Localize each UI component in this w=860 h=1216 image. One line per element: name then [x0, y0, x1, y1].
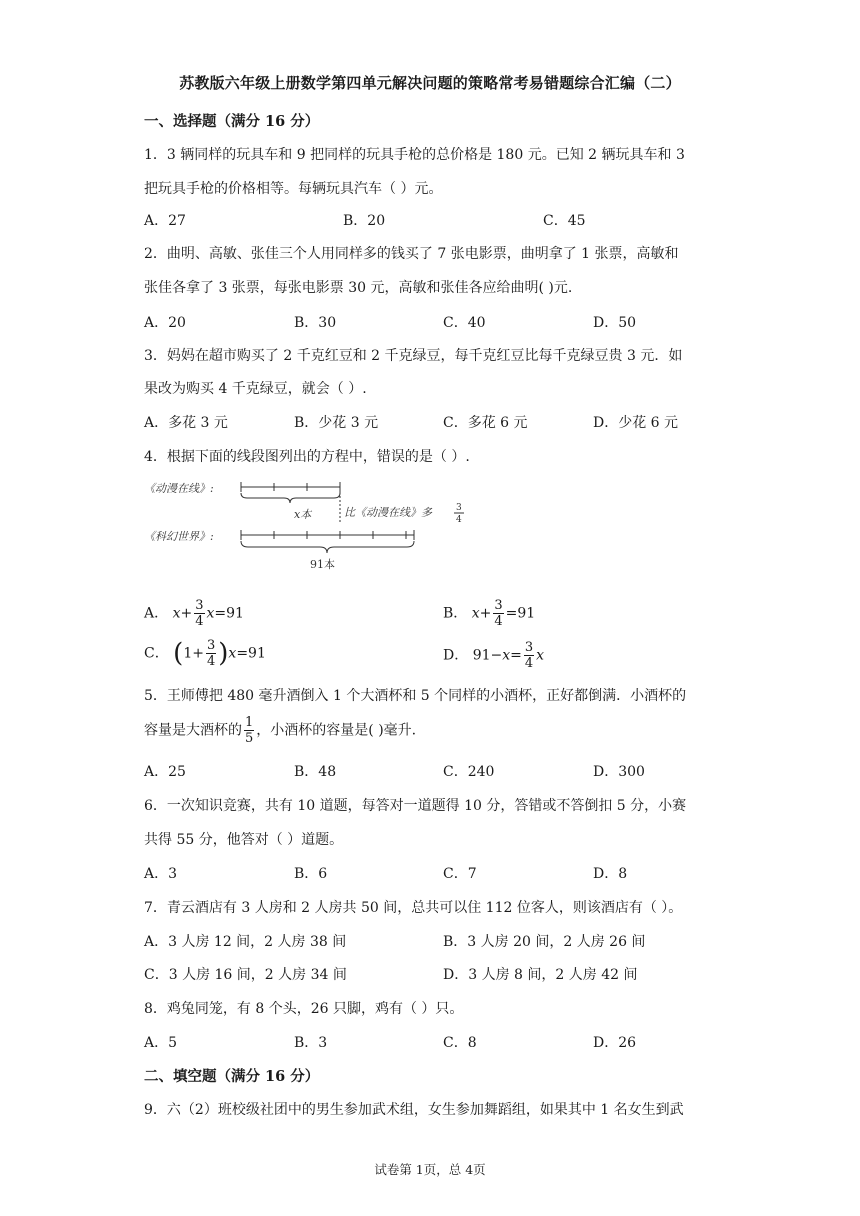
q3-option-d[interactable]: D．少花 6 元 [593, 415, 679, 431]
compare-frac-den: 4 [456, 515, 462, 525]
question-9-line-1: 9．六（2）班校级社团中的男生参加武术组，女生参加舞蹈组，如果其中 1 名女生到武 [144, 1102, 684, 1118]
x-label: x本 [294, 508, 312, 521]
question-6-line-1: 6．一次知识竞赛，共有 10 道题，每答对一道题得 10 分，答错或不答倒扣 5 分，小赛 [144, 798, 687, 814]
fraction: $\frac{3}{4}$ [494, 598, 503, 629]
fraction: $\frac{3}{4}$ [206, 638, 216, 669]
segment-diagram-svg [144, 474, 474, 574]
q2-option-c[interactable]: C．40 [443, 315, 486, 331]
q8-option-d[interactable]: D．26 [593, 1035, 637, 1051]
fraction: $\frac{3}{4}$ [524, 640, 534, 671]
question-2-line-1: 2．曲明、高敏、张佳三个人用同样多的钱买了 7 张电影票，曲明拿了 1 张票，高敏和 [144, 246, 679, 262]
line-segment-diagram [144, 474, 474, 574]
question-6-line-2: 共得 55 分，他答对（ ）道题。 [144, 832, 344, 848]
q8-option-b[interactable]: B．3 [294, 1035, 328, 1051]
question-3-line-1: 3．妈妈在超市购买了 2 千克红豆和 2 千克绿豆，每千克红豆比每千克绿豆贵 3 元．如 [144, 348, 683, 364]
compare-frac-num: 3 [456, 503, 462, 513]
q5-option-b[interactable]: B．48 [294, 764, 337, 780]
diagram-label-top: 《动漫在线》: [144, 482, 214, 495]
total-label: 91本 [310, 558, 335, 571]
fraction: $\frac{1}{5}$ [245, 715, 254, 746]
question-5-line-2: 容量是大酒杯的 $\frac{1}{5}$ ，小酒杯的容量是( )毫升. [144, 715, 417, 746]
fraction: $\frac{3}{4}$ [195, 598, 204, 629]
question-7-line-1: 7．青云酒店有 3 人房和 2 人房共 50 间，总共可以住 112 位客人，则该酒店有（ ）。 [144, 900, 683, 916]
q1-option-b[interactable]: B．20 [343, 213, 386, 229]
diagram-label-bottom: 《科幻世界》: [144, 530, 214, 543]
q2-option-a[interactable]: A．20 [144, 315, 186, 331]
q3-option-b[interactable]: B．少花 3 元 [294, 415, 379, 431]
q6-option-d[interactable]: D．8 [593, 866, 628, 882]
question-8-line-1: 8．鸡兔同笼，有 8 个头，26 只脚，鸡有（ ）只。 [144, 1001, 464, 1017]
q4-option-d[interactable]: D． 91−x= $\frac{3}{4}$ x [443, 640, 545, 671]
q1-option-c[interactable]: C．45 [543, 213, 586, 229]
question-4-line-1: 4．根据下面的线段图列出的方程中，错误的是（ ）. [144, 449, 470, 465]
q7-option-c[interactable]: C．3 人房 16 间，2 人房 34 间 [144, 967, 347, 983]
q8-option-a[interactable]: A．5 [144, 1035, 178, 1051]
q5-option-c[interactable]: C．240 [443, 764, 495, 780]
q5-option-a[interactable]: A．25 [144, 764, 186, 780]
section-heading-fill: 二、填空题（满分 16 分） [144, 1068, 320, 1085]
q4-option-c[interactable]: C． (1+ $\frac{3}{4}$ )x=91 [144, 638, 266, 669]
q5-option-d[interactable]: D．300 [593, 764, 645, 780]
q2-option-d[interactable]: D．50 [593, 315, 637, 331]
q6-option-a[interactable]: A．3 [144, 866, 178, 882]
q6-option-b[interactable]: B．6 [294, 866, 328, 882]
q6-option-c[interactable]: C．7 [443, 866, 477, 882]
q7-option-a[interactable]: A．3 人房 12 间，2 人房 38 间 [144, 934, 347, 950]
compare-label: 比《动漫在线》多 [344, 506, 432, 519]
q1-option-a[interactable]: A．27 [144, 213, 186, 229]
page-title: 苏教版六年级上册数学第四单元解决问题的策略常考易错题综合汇编（二） [179, 74, 681, 92]
question-1-line-1: 1．3 辆同样的玩具车和 9 把同样的玩具手枪的总价格是 180 元。已知 2 辆玩具车和 3 [144, 147, 685, 163]
question-1-line-2: 把玩具手枪的价格相等。每辆玩具汽车（ ）元。 [144, 181, 443, 197]
question-3-line-2: 果改为购买 4 千克绿豆，就会（ ）. [144, 381, 367, 397]
q7-option-d[interactable]: D．3 人房 8 间，2 人房 42 间 [443, 967, 638, 983]
q3-option-a[interactable]: A．多花 3 元 [144, 415, 228, 431]
q2-option-b[interactable]: B．30 [294, 315, 337, 331]
x-brace [241, 493, 340, 503]
total-brace [241, 541, 414, 553]
q3-option-c[interactable]: C．多花 6 元 [443, 415, 528, 431]
question-5-line-1: 5．王师傅把 480 毫升酒倒入 1 个大酒杯和 5 个同样的小酒杯，正好都倒满．小酒杯的 [144, 688, 687, 704]
page-footer: 试卷第 1页，总 4页 [374, 1162, 486, 1177]
q8-option-c[interactable]: C．8 [443, 1035, 477, 1051]
q4-option-a[interactable]: A． x+ $\frac{3}{4}$ x=91 [144, 598, 244, 629]
question-2-line-2: 张佳各拿了 3 张票，每张电影票 30 元，高敏和张佳各应给曲明( )元. [144, 280, 573, 296]
q4-option-b[interactable]: B． x+ $\frac{3}{4}$ =91 [443, 598, 536, 629]
section-heading-choice: 一、选择题（满分 16 分） [144, 113, 320, 130]
q7-option-b[interactable]: B．3 人房 20 间，2 人房 26 间 [443, 934, 646, 950]
